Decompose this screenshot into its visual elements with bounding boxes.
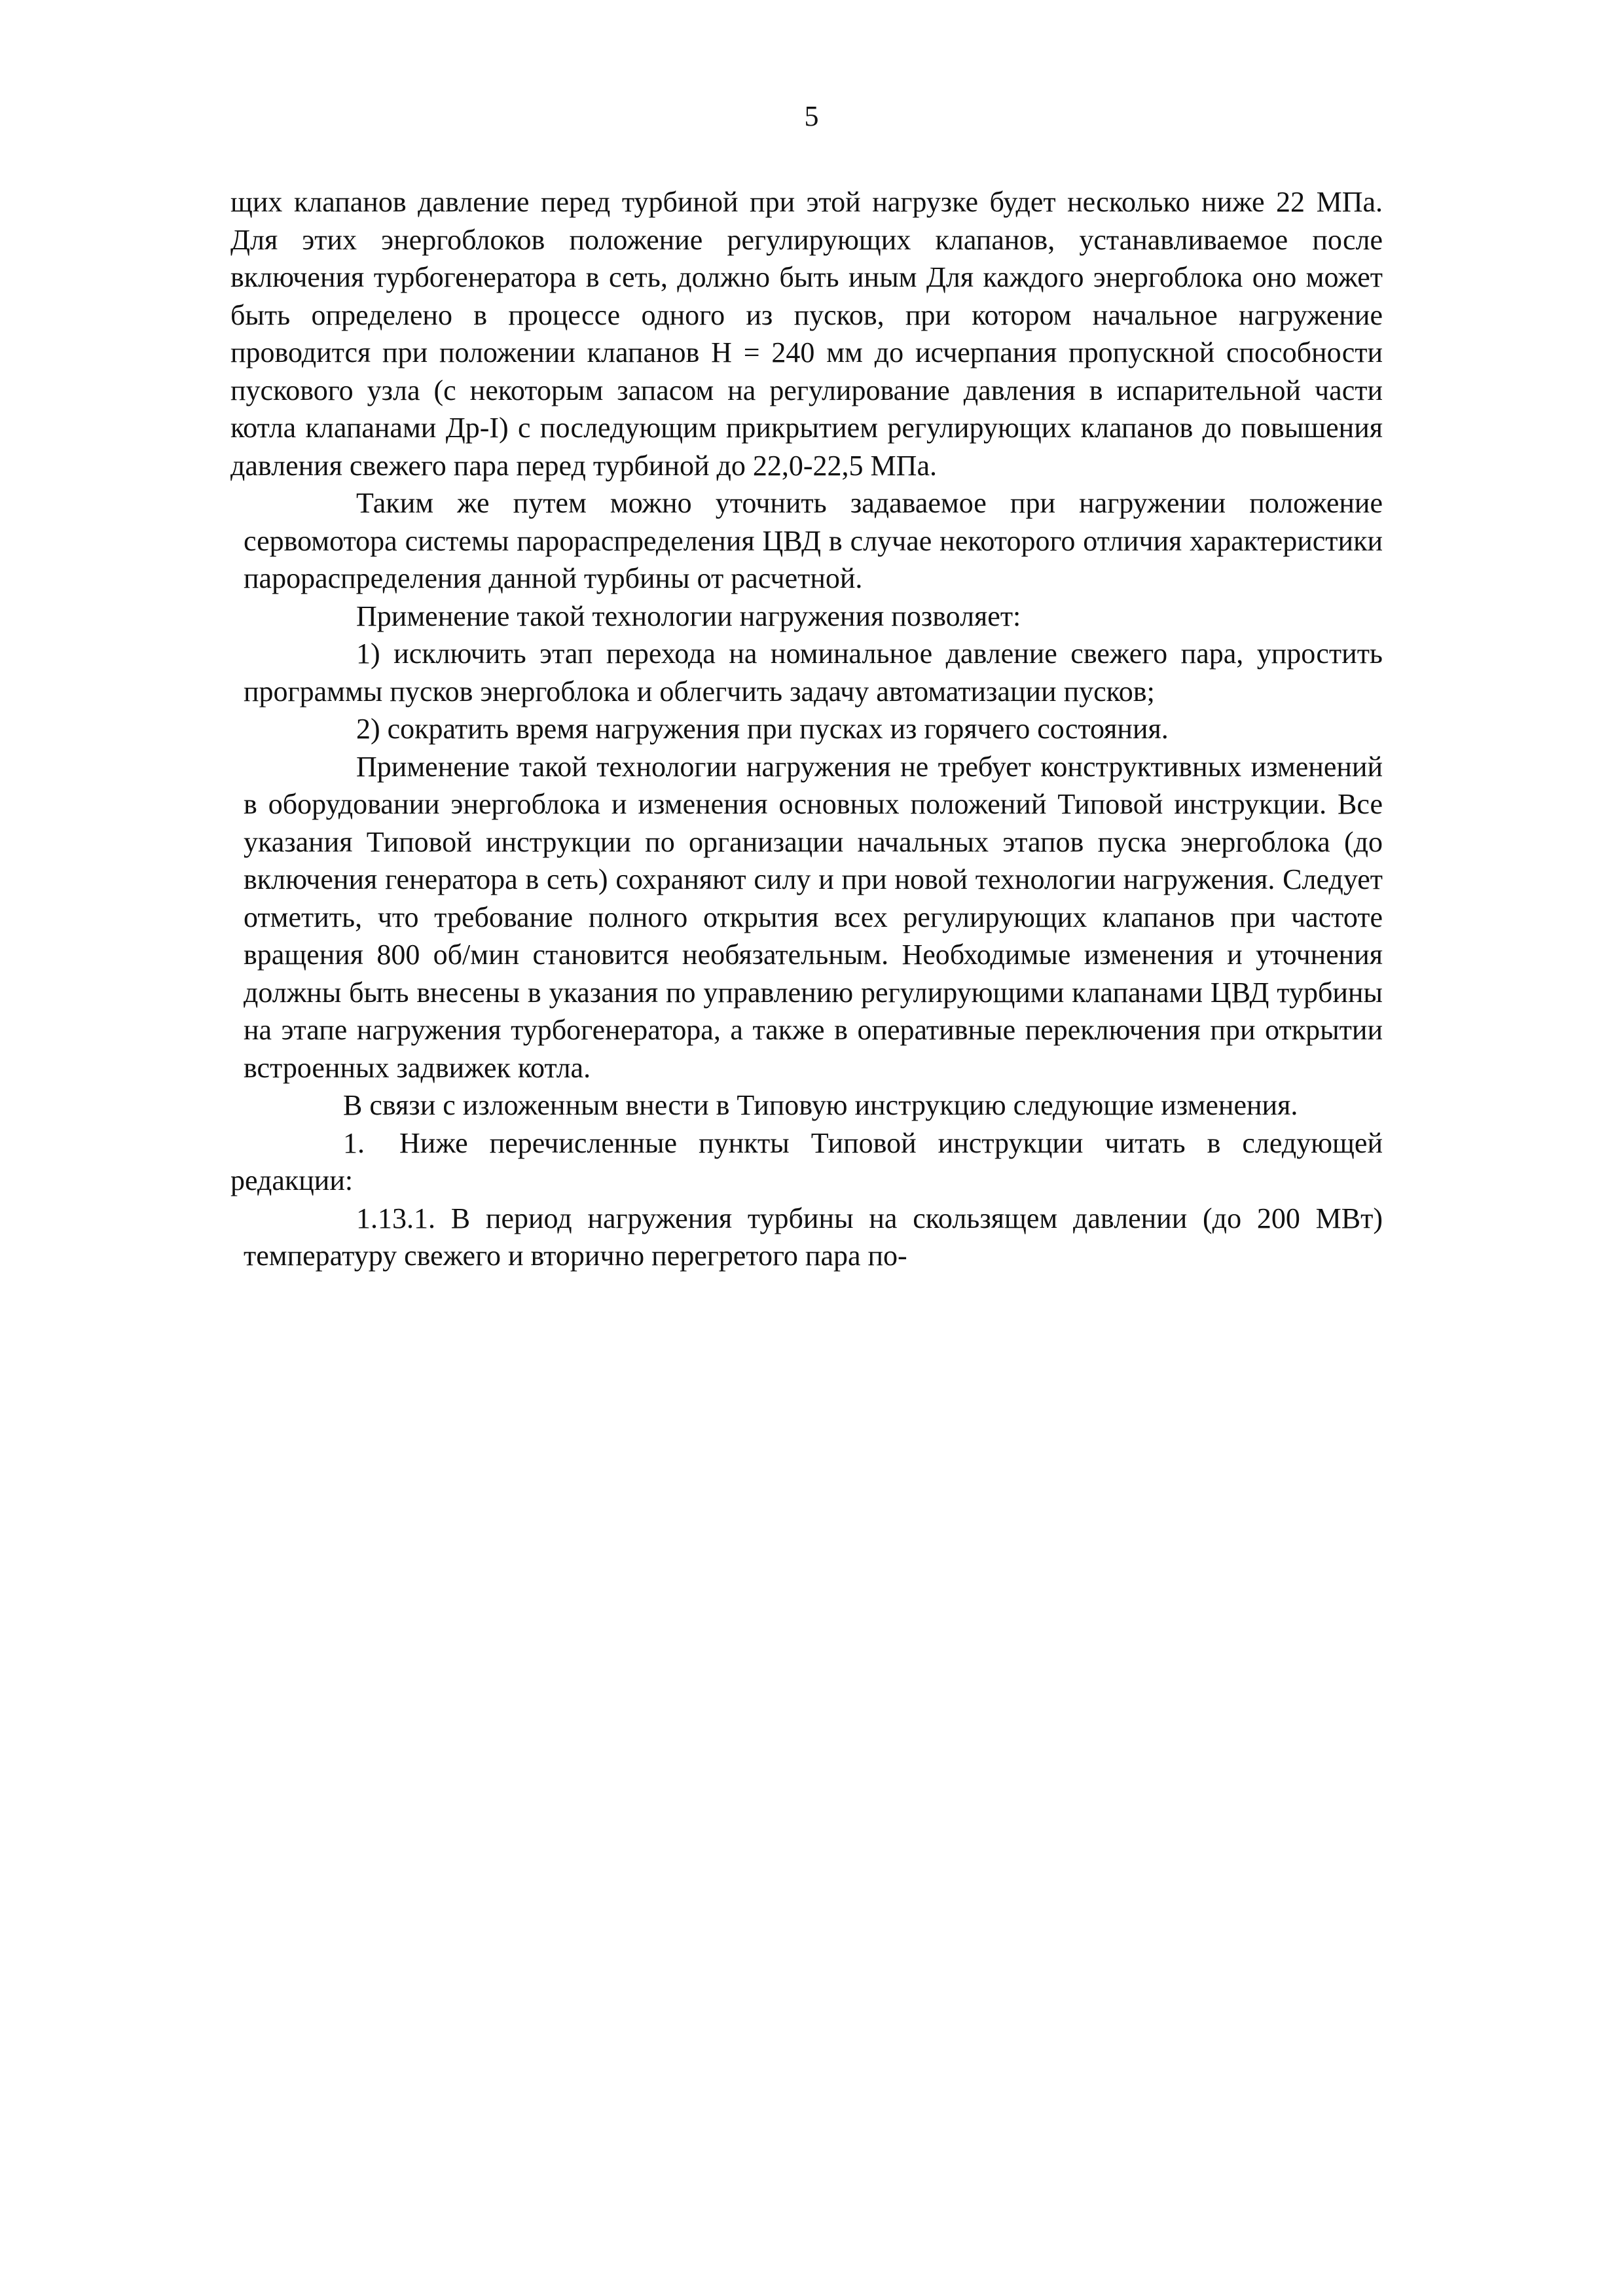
paragraph-continuation: щих клапанов давление перед турбиной при этой нагрузке будет несколько ниже 22 МПа. Для этих энергоблоков положение регулирующих клапанов, устанавливаемое после включения турбогенератора в сеть, должно быть иным Для каждого энергоблока оно может быть определено в процессе одного из пусков, при котором начальное нагружение проводится при положении клапанов Н = 240 мм до исчерпания пропускной способности пускового узла (с некоторым запасом на регулирование давления в испарительной части котла клапанами Др-I) с последующим прикрытием регулирующих клапанов до повышения давления свежего пара перед турбиной до 22,0-22,5 МПа. (230, 186, 1383, 482)
inset-block (230, 484, 1383, 1086)
paragraph-technology-allows: Применение такой технологии нагружения позволяет: (356, 600, 1021, 632)
inset-block-2 (230, 1200, 1383, 1275)
paragraph-servomotor: Таким же путем можно уточнить задаваемое при нагружении положение сервомотора системы парораспределения ЦВД в случае некоторого отличия характеристики парораспределения данной турбины от расчетной. (244, 487, 1383, 594)
list-item-1 (230, 1124, 1383, 1200)
list-item-text: Ниже перечисленные пункты Типовой инструкции читать в следующей редакции: (230, 1126, 1383, 1196)
paragraph-make-changes: В связи с изложенным внести в Типовую инструкцию следующие изменения. (343, 1089, 1298, 1121)
document-body (230, 183, 1383, 1275)
paragraph-item-2: 2) сократить время нагружения при пусках из горячего состояния. (356, 713, 1169, 745)
paragraph-no-changes-required: Применение такой технологии нагружения не требует конструктивных изменений в оборудовании энергоблока и изменения основных положений Типовой инструкции. Все указания Типовой инструкции по организации начальных этапов пуска энергоблока (до включения генератора в сеть) сохраняют силу и при новой технологии нагружения. Следует отметить, что требование полного открытия всех регулирующих клапанов при частоте вращения 800 об/мин становится необязательным. Необходимые изменения и уточнения должны быть внесены в указания по управлению регулирующими клапанами ЦВД турбины на этапе нагружения турбогенератора, а также в оперативные переключения при открытии встроенных задвижек котла. (244, 750, 1383, 1084)
paragraph-1-13-1: 1.13.1. В период нагружения турбины на скользящем давлении (до 200 МВт) температуру свежего и вторично перегретого пара по- (244, 1202, 1383, 1272)
page-number: 5 (804, 100, 819, 132)
list-item-number: 1. (343, 1126, 365, 1159)
paragraph-item-1: 1) исключить этап перехода на номинальное давление свежего пара, упростить программы пусков энергоблока и облегчить задачу автоматизации пусков; (244, 637, 1383, 708)
